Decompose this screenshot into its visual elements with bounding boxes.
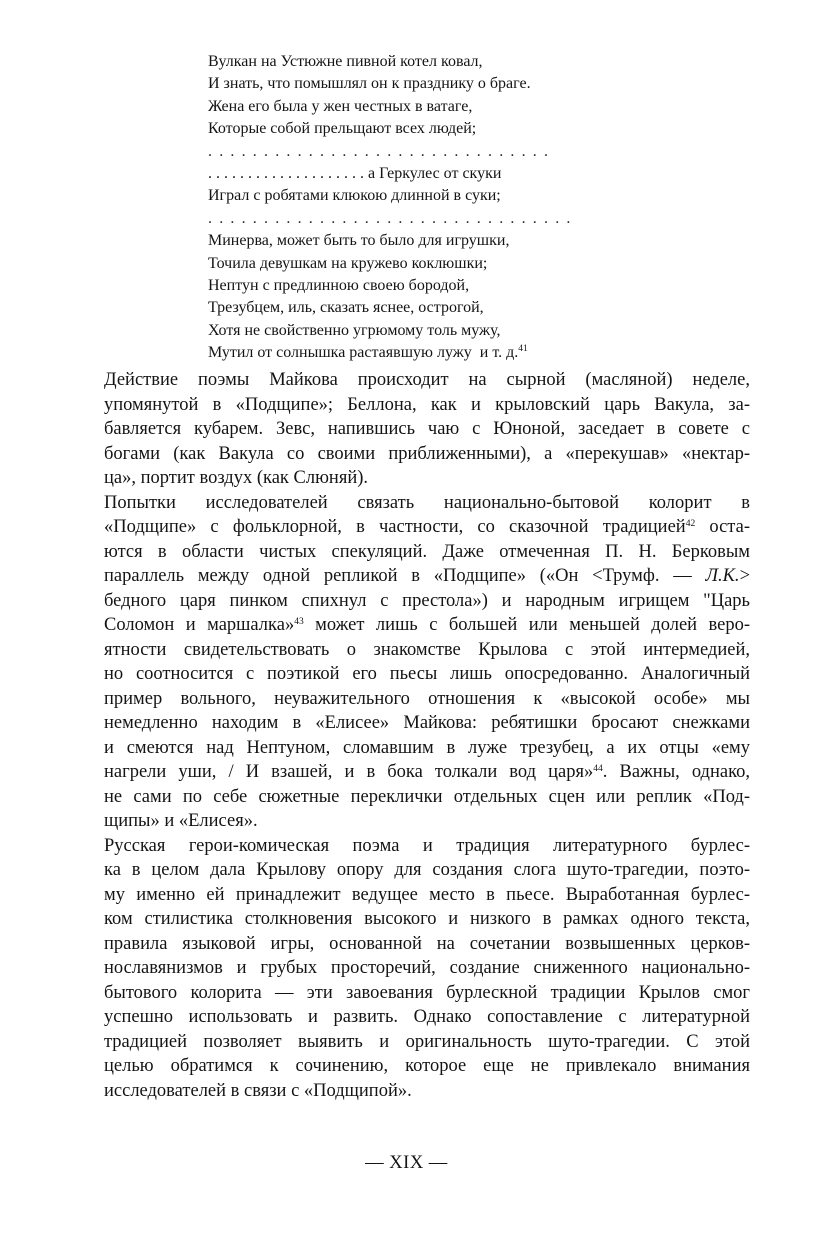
text-line: ком стилистика столкновения высокого и низкого в рамках одного текста, xyxy=(104,909,750,929)
poem-quotation xyxy=(208,51,678,364)
text-line: успешно использовать и развить. Однако сопоставление с литературной xyxy=(104,1007,750,1027)
text-line: ка в целом дала Крылову опору для создания слога шуто-трагедии, поэто- xyxy=(104,860,750,880)
text-line: ца», портит воздух (как Слюняй). xyxy=(104,468,369,488)
paragraph-2 xyxy=(64,491,750,834)
text-line: нославянизмов и грубых просторечий, создание сниженного национально- xyxy=(104,958,750,978)
text-line: традицией позволяет выявить и оригинальность шуто-трагедии. С этой xyxy=(104,1031,750,1052)
text-line: щипы» и «Елисея». xyxy=(104,811,258,831)
text-line: бытового колорита — эти завоевания бурлескной традиции Крылов смог xyxy=(104,982,750,1003)
poem-line: Хотя не свойственно угрюмому толь мужу, xyxy=(208,321,501,339)
text-line: бавляется кубарем. Зевс, напившись чаю с Юноной, заседает в совете с xyxy=(104,419,750,439)
footnote-ref-43: 43 xyxy=(294,617,304,627)
text-line: целью обратимся к сочинению, которое еще не привлекало внимания xyxy=(104,1056,750,1076)
text-segment: . Важны, однако, xyxy=(602,762,751,782)
text-segment: может лишь с большей или меньшей долей веро- xyxy=(303,615,750,635)
text-line: ятности свидетельствовать о знакомстве Крылова с этой интермедией, xyxy=(104,639,750,660)
poem-line: Играл с робятами клюкою длинной в суки; xyxy=(208,187,501,205)
poem-line-text: Мутил от солнышка растаявшую лужу и т. д. xyxy=(208,344,519,362)
text-segment: «Подщипе» с фольклорной, в частности, со сказочной традицией xyxy=(104,517,686,537)
text-segment: параллель между одной репликой в «Подщипе» («Он <Трумф. — xyxy=(104,566,706,586)
text-segment: > xyxy=(739,566,750,586)
text-line: богами (как Вакула со своими приближенными), а «перекушав» «нектар- xyxy=(104,443,750,464)
text-line-with-footnote xyxy=(64,760,750,785)
page-number: — XIX — xyxy=(365,1153,448,1173)
poem-line: Нептун с предлинною своею бородой, xyxy=(208,276,470,294)
text-line: Действие поэмы Майкова происходит на сырной (масляной) неделе, xyxy=(104,370,750,390)
text-line-with-footnote xyxy=(64,515,750,540)
text-segment: Соломон и маршалка» xyxy=(104,615,295,635)
poem-ellipsis-line: . . . . . . . . . . . . . . . . . . . . . . . . . . . . . . . xyxy=(208,142,550,160)
paragraph-1 xyxy=(64,368,750,491)
text-segment: оста- xyxy=(695,517,750,537)
text-line: немедленно находим в «Елисее» Майкова: ребятишки бросают снежками xyxy=(104,713,750,733)
footnote-ref-42: 42 xyxy=(685,519,696,529)
poem-ellipsis-line: . . . . . . . . . . . . . . . . . . . . . . . . . . . . . . . . . xyxy=(208,209,572,227)
text-line: но соотносится с поэтикой его пьесы лишь опосредованно. Аналогичный xyxy=(104,664,750,684)
text-line-with-initials xyxy=(64,564,750,589)
text-line: упомянутой в «Подщипе»; Беллона, как и крыловский царь Вакула, за- xyxy=(104,394,750,415)
paragraph-3 xyxy=(64,834,750,1104)
text-line: пример вольного, неуважительного отношения к «высокой особе» мы xyxy=(104,688,750,709)
text-line: и смеются над Нептуном, сломавшим в луже трезубец, а их отцы «ему xyxy=(104,737,750,758)
body-text xyxy=(64,368,750,1103)
text-line: правила языковой игры, основанной на сочетании возвышенных церков- xyxy=(104,933,750,954)
poem-line: Точила девушкам на кружево коклюшки; xyxy=(208,254,488,272)
text-segment: нагрели уши, / И взашей, и в бока толкали вод царя» xyxy=(104,762,594,782)
text-line: Русская герои-комическая поэма и традиция литературного бурлес- xyxy=(104,835,750,856)
poem-line: Жена его была у жен честных в ватаге, xyxy=(208,97,473,115)
poem-line: Трезубцем, иль, сказать яснее, острогой, xyxy=(208,299,484,317)
text-line: ются в области чистых спекуляций. Даже отмеченная П. Н. Берковым xyxy=(104,541,750,562)
poem-line: Минерва, может быть то было для игрушки, xyxy=(208,232,510,250)
text-line: му именно ей принадлежит ведущее место в пьесе. Выработанная бурлес- xyxy=(104,884,750,905)
poem-line: И знать, что помышлял он к празднику о браге. xyxy=(208,75,531,93)
footnote-ref-41: 41 xyxy=(518,344,528,355)
footnote-ref-44: 44 xyxy=(593,764,603,774)
text-line: не сами по себе сюжетные переклички отдельных сцен или реплик «Под- xyxy=(104,786,750,807)
poem-line: Вулкан на Устюжне пивной котел ковал, xyxy=(208,53,483,70)
text-line: бедного царя пинком спихнул с престола») и народным игрищем "Царь xyxy=(104,590,750,611)
text-line: Попытки исследователей связать национально-бытовой колорит в xyxy=(104,492,750,513)
poem-line-last xyxy=(208,342,678,364)
text-line-with-footnote xyxy=(64,613,750,638)
poem-line: Которые собой прельщают всех людей; xyxy=(208,120,477,138)
text-line: исследователей в связи с «Подщипой». xyxy=(104,1080,412,1101)
poem-line: . . . . . . . . . . . . . . . . . . . . а Геркулес от скуки xyxy=(208,164,502,182)
author-initials: Л.К. xyxy=(705,566,740,586)
